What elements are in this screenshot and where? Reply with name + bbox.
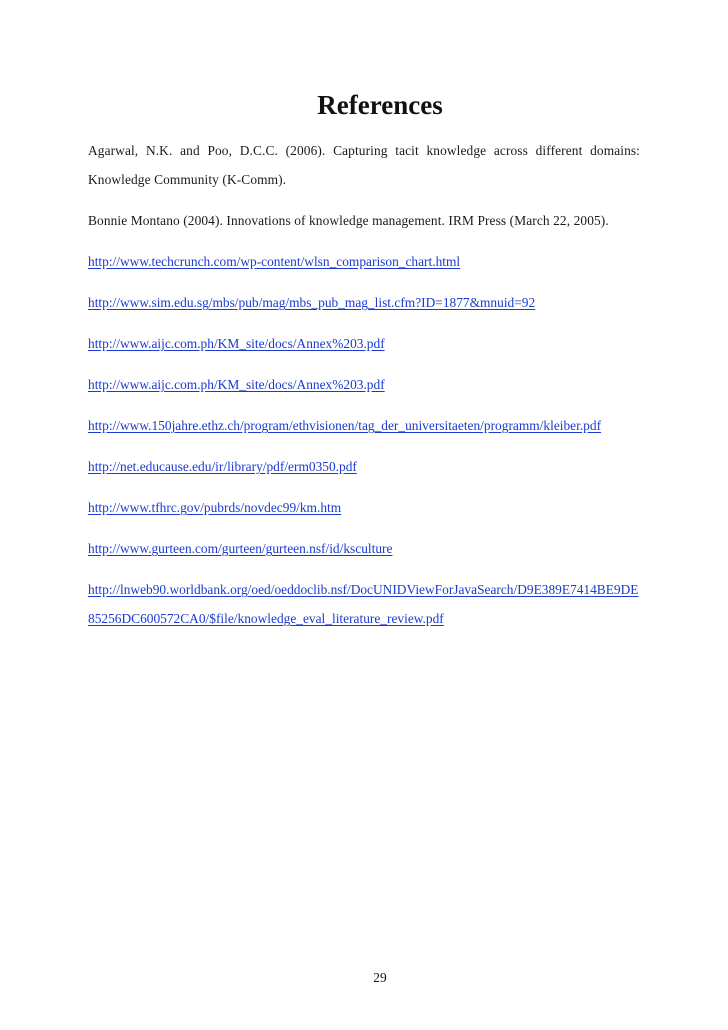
reference-link[interactable]: http://www.150jahre.ethz.ch/program/ethvisionen/tag_der_universitaeten/programm/kleiber.pdf bbox=[88, 418, 602, 433]
reference-link[interactable]: http://www.techcrunch.com/wp-content/wlsn_comparison_chart.html bbox=[88, 254, 461, 269]
reference-link[interactable]: http://www.tfhrc.gov/pubrds/novdec99/km.htm bbox=[88, 500, 342, 515]
page-title: References bbox=[317, 90, 443, 120]
reference-link[interactable]: http://net.educause.edu/ir/library/pdf/erm0350.pdf bbox=[88, 459, 357, 474]
reference-entry: Agarwal, N.K. and Poo, D.C.C. (2006). Capturing tacit knowledge across different domains: Knowledge Community (K-Comm). bbox=[88, 143, 640, 187]
reference-link[interactable]: http://www.aijc.com.ph/KM_site/docs/Annex%203.pdf bbox=[88, 336, 385, 351]
reference-entry: Bonnie Montano (2004). Innovations of knowledge management. IRM Press (March 22, 2005). bbox=[88, 213, 609, 228]
reference-link[interactable]: http://lnweb90.worldbank.org/oed/oeddoclib.nsf/DocUNIDViewForJavaSearch/D9E389E7414BE9DE85256DC600572CA0/$file/knowledge_eval_literature_review.pdf bbox=[88, 582, 639, 626]
page-number: 29 bbox=[373, 970, 387, 985]
reference-link[interactable]: http://www.aijc.com.ph/KM_site/docs/Annex%203.pdf bbox=[88, 377, 385, 392]
references-list bbox=[88, 136, 640, 645]
reference-link[interactable]: http://www.sim.edu.sg/mbs/pub/mag/mbs_pub_mag_list.cfm?ID=1877&mnuid=92 bbox=[88, 295, 536, 310]
reference-link[interactable]: http://www.gurteen.com/gurteen/gurteen.nsf/id/ksculture bbox=[88, 541, 393, 556]
